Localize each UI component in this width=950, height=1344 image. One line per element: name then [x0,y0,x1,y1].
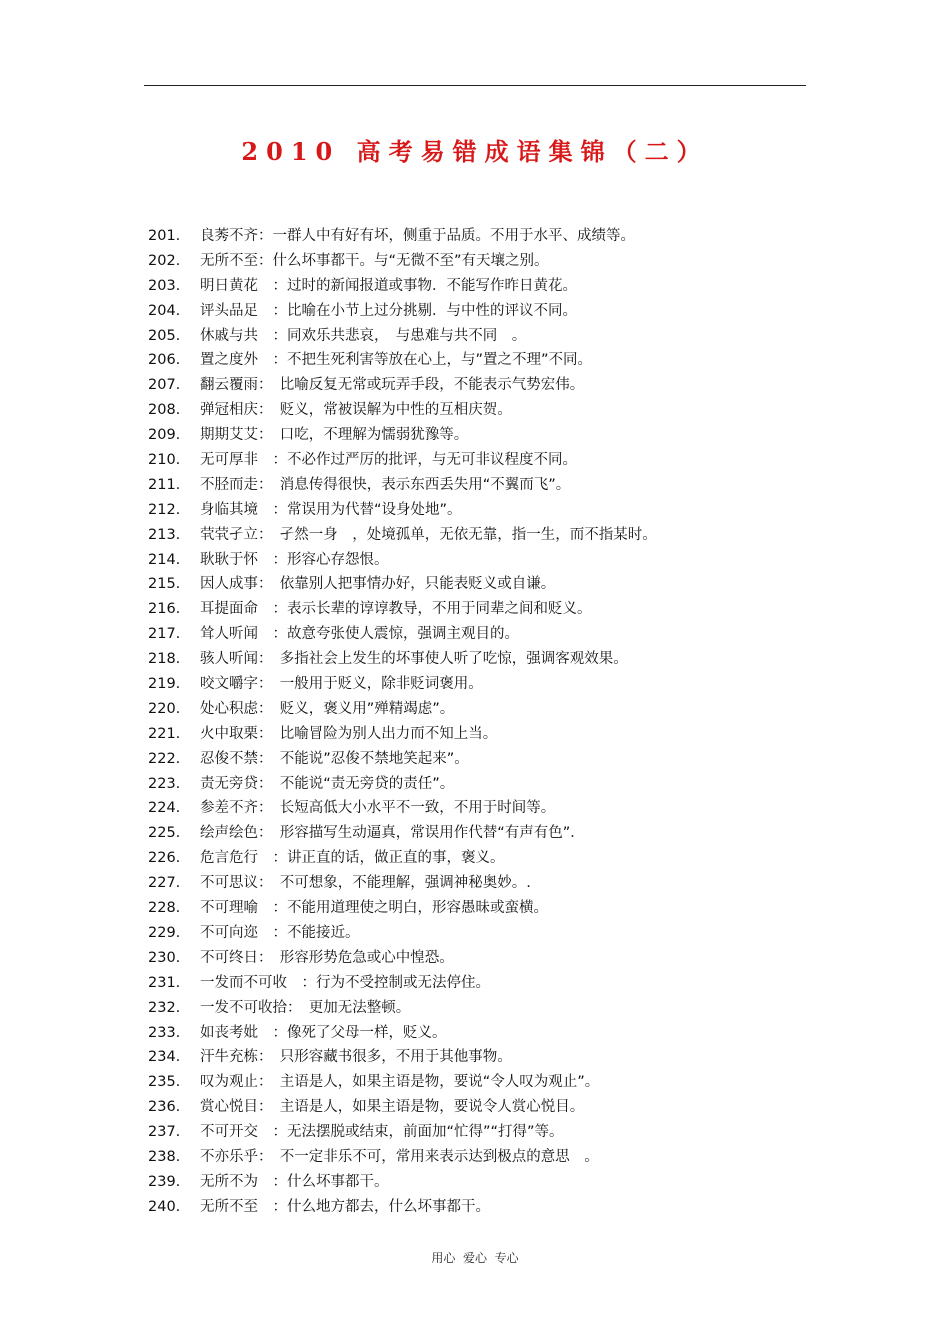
list-item [148,821,657,846]
list-item [148,548,657,573]
entry-number: 240. [148,1198,181,1215]
entry-text: 评头品足 ：比喻在小节上过分挑剔．与中性的评议不同。 [200,302,577,319]
entry-number: 225. [148,825,181,842]
entry-text: 耿耿于怀 ：形容心存怨恨。 [200,551,389,568]
entry-text: 汗牛充栋： 只形容藏书很多，不用于其他事物。 [200,1049,512,1066]
list-item [148,597,657,622]
entry-number: 237. [148,1124,181,1141]
list-item [148,896,657,921]
list-item [148,448,657,473]
entry-text: 一发不可收拾： 更加无法整顿。 [200,999,411,1016]
entry-text: 良莠不齐：一群人中有好有坏，侧重于品质。不用于水平、成绩等。 [200,228,635,244]
entry-text: 忍俊不禁： 不能说”忍俊不禁地笑起来”。 [200,750,469,767]
entry-text: 不可理喻 ：不能用道理使之明白，形容愚昧或蛮横。 [200,900,548,917]
entry-number: 231. [148,974,181,991]
list-item [148,1170,657,1195]
entry-number: 226. [148,850,181,867]
list-item [148,299,657,324]
entry-number: 201. [148,228,181,244]
list-item [148,348,657,373]
entry-number: 213. [148,526,181,543]
entry-number: 229. [148,924,181,941]
list-item [148,324,657,349]
entry-number: 215. [148,576,181,593]
entry-text: 不胫而走： 消息传得很快，表示东西丢失用“不翼而飞”。 [200,476,571,493]
entry-number: 221. [148,725,181,742]
entry-text: 无所不至：什么坏事都干。与“无微不至”有天壤之别。 [200,252,549,269]
entry-number: 214. [148,551,181,568]
list-item [148,373,657,398]
list-item [148,1145,657,1170]
entry-text: 不亦乐乎： 不一定非乐不可，常用来表示达到极点的意思 。 [200,1148,599,1165]
entry-number: 220. [148,700,181,717]
entry-text: 弹冠相庆： 贬义，常被误解为中性的互相庆贺。 [200,402,512,419]
entry-text: 处心积虑： 贬义，褒义用”殚精竭虑”。 [200,700,455,717]
entry-text: 不可思议： 不可想象，不能理解，强调神秘奥妙。. [200,875,531,892]
list-item [148,498,657,523]
list-item [148,747,657,772]
entry-text: 一发而不可收 ：行为不受控制或无法停住。 [200,974,490,991]
entry-number: 212. [148,501,181,518]
entry-number: 206. [148,352,181,369]
list-item [148,1195,657,1220]
entry-text: 无所不至 ：什么地方都去，什么坏事都干。 [200,1198,490,1215]
entry-text: 责无旁贷： 不能说“责无旁贷的责任”。 [200,775,455,792]
entry-number: 228. [148,900,181,917]
list-item [148,249,657,274]
entry-text: 叹为观止： 主语是人，如果主语是物，要说“令人叹为观止”。 [200,1074,600,1091]
list-item [148,572,657,597]
list-item [148,996,657,1021]
entry-number: 211. [148,476,181,493]
list-item [148,697,657,722]
list-item [148,473,657,498]
entry-number: 204. [148,302,181,319]
entry-number: 223. [148,775,181,792]
entry-text: 赏心悦目： 主语是人，如果主语是物，要说令人赏心悦目。 [200,1099,585,1116]
list-item [148,1095,657,1120]
list-item [148,274,657,299]
entry-text: 身临其境 ：常误用为代替“设身处地”。 [200,501,462,518]
entry-text: 参差不齐： 长短高低大小水平不一致，不用于时间等。 [200,800,556,817]
entry-number: 217. [148,626,181,643]
entry-text: 无所不为 ：什么坏事都干。 [200,1173,389,1190]
list-item [148,622,657,647]
entry-text: 休戚与共 ：同欢乐共悲哀， 与患难与共不同 。 [200,327,527,344]
entry-text: 期期艾艾： 口吃，不理解为懦弱犹豫等。 [200,427,469,444]
list-item [148,722,657,747]
entry-text: 不可开交 ：无法摆脱或结束，前面加“忙得”“打得”等。 [200,1124,564,1141]
entry-text: 绘声绘色： 形容描写生动逼真，常误用作代替“有声有色”． [200,825,585,842]
list-item [148,1070,657,1095]
entry-text: 如丧考妣 ：像死了父母一样，贬义。 [200,1024,447,1041]
entry-number: 203. [148,277,181,294]
entry-text: 火中取栗： 比喻冒险为别人出力而不知上当。 [200,725,498,742]
entry-number: 207. [148,377,181,394]
entry-number: 235. [148,1074,181,1091]
list-item [148,971,657,996]
list-item [148,772,657,797]
entry-text: 骇人听闻： 多指社会上发生的坏事使人听了吃惊，强调客观效果。 [200,651,628,668]
entry-text: 明日黄花 ：过时的新闻报道或事物．不能写作昨日黄花。 [200,277,577,294]
list-item [148,224,657,249]
entry-number: 230. [148,949,181,966]
entry-number: 218. [148,651,181,668]
entry-number: 216. [148,601,181,618]
entry-number: 239. [148,1173,181,1190]
header-rule [144,85,806,86]
entry-text: 不可向迩 ：不能接近。 [200,924,360,941]
entry-number: 224. [148,800,181,817]
page-title: 2010 高考易错成语集锦（二） [241,137,709,166]
entry-number: 219. [148,676,181,693]
list-item [148,523,657,548]
entry-text: 危言危行 ：讲正直的话，做正直的事，褒义。 [200,850,505,867]
list-item [148,672,657,697]
entry-text: 耳提面命 ：表示长辈的谆谆教导，不用于同辈之间和贬义。 [200,601,592,618]
entry-number: 234. [148,1049,181,1066]
entry-number: 227. [148,875,181,892]
entry-text: 置之度外 ：不把生死利害等放在心上，与”置之不理”不同。 [200,352,593,369]
list-item [148,1045,657,1070]
idiom-list [148,224,657,1220]
entry-text: 咬文嚼字： 一般用于贬义，除非贬词褒用。 [200,676,483,693]
entry-text: 因人成事： 依靠别人把事情办好，只能表贬义或自谦。 [200,576,556,593]
entry-text: 茕茕孑立： 孑然一身 ，处境孤单，无依无靠，指一生，而不指某时。 [200,526,657,543]
entry-number: 202. [148,252,181,269]
list-item [148,1120,657,1145]
list-item [148,796,657,821]
entry-number: 205. [148,327,181,344]
list-item [148,647,657,672]
entry-text: 不可终日： 形容形势危急或心中惶恐。 [200,949,454,966]
entry-number: 222. [148,750,181,767]
entry-text: 无可厚非 ：不必作过严厉的批评，与无可非议程度不同。 [200,452,577,469]
entry-text: 翻云覆雨： 比喻反复无常或玩弄手段，不能表示气势宏伟。 [200,377,585,394]
entry-number: 210. [148,452,181,469]
list-item [148,1021,657,1046]
entry-number: 233. [148,1024,181,1041]
list-item [148,871,657,896]
entry-text: 耸人听闻 ：故意夸张使人震惊，强调主观目的。 [200,626,519,643]
page-footer: 用心 爱心 专心 [431,1251,519,1265]
list-item [148,846,657,871]
entry-number: 209. [148,427,181,444]
list-item [148,946,657,971]
entry-number: 232. [148,999,181,1016]
entry-number: 236. [148,1099,181,1116]
entry-number: 238. [148,1148,181,1165]
list-item [148,921,657,946]
list-item [148,398,657,423]
list-item [148,423,657,448]
entry-number: 208. [148,402,181,419]
